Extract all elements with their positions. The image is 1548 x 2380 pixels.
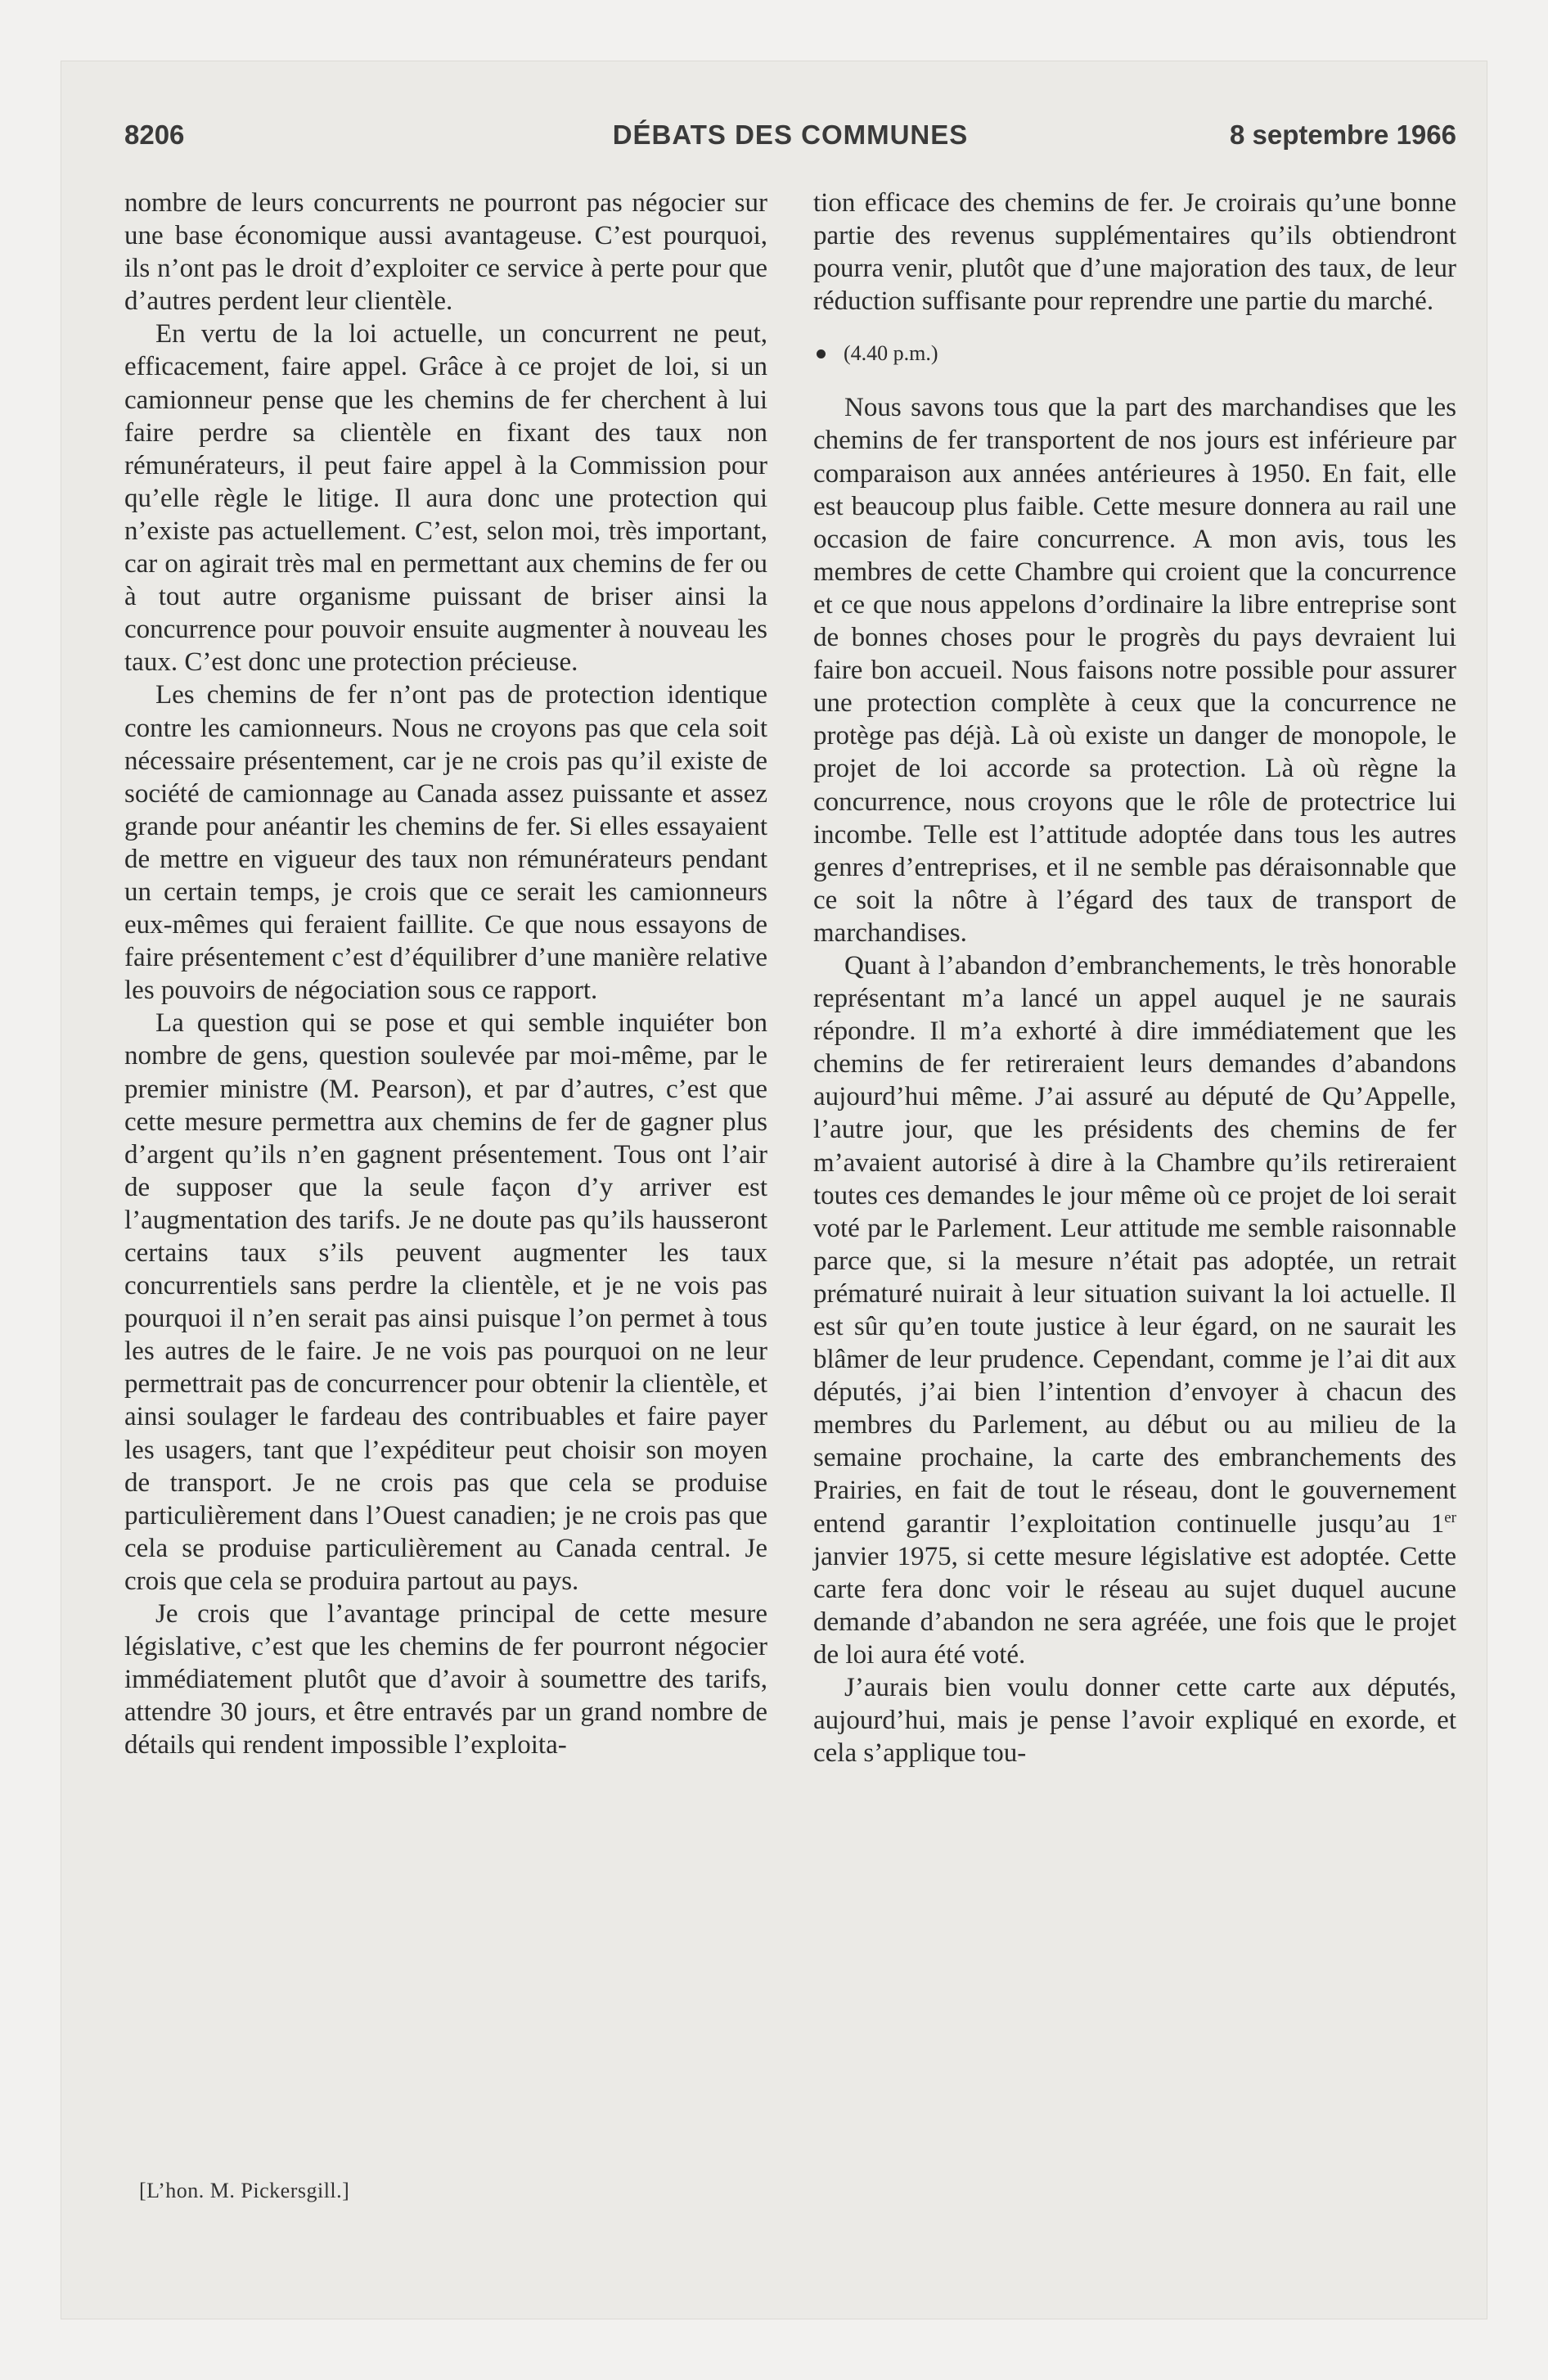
paragraph (813, 949, 1456, 1671)
paragraph-text: janvier 1975, si cette mesure législative est adoptée. Cette carte fera donc voir le réseau au sujet duquel aucune demande d’abandon ne sera agréée, une fois que le projet de loi aura été voté. (813, 1541, 1456, 1670)
paragraph: La question qui se pose et qui semble inquiéter bon nombre de gens, question soulevée par moi-même, par le premier ministre (M. Pearson), et par d’autres, c’est que cette mesure permettra aux chemins de fer de gagner plus d’argent qu’ils n’en gagnent présentement. Tous ont l’air de supposer que la seule façon d’y arriver est l’augmentation des tarifs. Je ne doute pas qu’ils hausseront certains taux s’ils peuvent augmenter les taux concurrentiels sans perdre la clientèle, et je ne vois pas pourquoi il n’en serait pas ainsi puisque l’on permet à tous les autres de le faire. Je ne vois pas pourquoi on ne leur permettrait pas de concurrencer pour obtenir la clientèle, et ainsi soulager le fardeau des contribuables et faire payer les usagers, tant que l’expéditeur peut choisir son moyen de transport. Je ne crois pas que cela se produise particulièrement dans l’Ouest canadien; je ne crois pas que cela se produise particulièrement au Canada central. Je crois que cela se produira partout au pays. (124, 1008, 767, 1596)
paragraph: J’aurais bien voulu donner cette carte aux députés, aujourd’hui, mais je pense l’avoir expliqué en exorde, et cela s’applique tou- (813, 1673, 1456, 1769)
paragraph: En vertu de la loi actuelle, un concurrent ne peut, efficacement, faire appel. Grâce à ce projet de loi, si un camionneur pense que les chemins de fer cherchent à lui faire perdre sa clientèle en fixant des taux non rémunérateurs, il peut faire appel à la Commission pour qu’elle règle le litige. Il aura donc une protection qui n’existe pas actuellement. C’est, selon moi, très important, car on agirait très mal en permettant aux chemins de fer ou à tout autre organisme puissant de briser ainsi la concurrence pour pouvoir ensuite augmenter à nouveau les taux. C’est donc une protection précieuse. (124, 319, 767, 678)
ordinal-superscript: er (1444, 1508, 1456, 1526)
bullet-icon (817, 349, 826, 358)
time-marker-text: (4.40 p.m.) (844, 341, 938, 366)
paragraph: Nous savons tous que la part des marchandises que les chemins de fer transportent de nos jours est inférieure par comparaison aux années antérieures à 1950. En fait, elle est beaucoup plus faible. Cette mesure donnera au rail une occasion de faire concurrence. A mon avis, tous les membres de cette Chambre qui croient que la concurrence et ce que nous appelons d’ordinaire la libre entreprise sont de bonnes choses pour le progrès du pays devraient lui faire bon accueil. Nous faisons notre possible pour assurer une protection complète à ceux que la concurrence ne protège pas déjà. Là où existe un danger de monopole, le projet de loi accorde sa protection. Là où règne la concurrence, nous croyons que le rôle de protectrice lui incombe. Telle est l’attitude adoptée dans tous les autres genres d’entreprises, et il ne semble pas déraisonnable que ce soit la nôtre à l’égard des taux de transport de marchandises. (813, 393, 1456, 948)
sitting-date: 8 septembre 1966 (1229, 119, 1456, 150)
page-header (124, 119, 1456, 160)
publication-title: DÉBATS DES COMMUNES (612, 119, 969, 150)
paragraph: nombre de leurs concurrents ne pourront pas négocier sur une base économique aussi avantageuse. C’est pourquoi, ils n’ont pas le droit d’exploiter ce service à perte pour que d’autres perdent leur clientèle. (124, 188, 767, 317)
page-number: 8206 (124, 119, 185, 150)
right-column (813, 187, 1456, 1769)
paragraph: Je crois que l’avantage principal de cette mesure législative, c’est que les chemins de fer pourront négocier immédiatement plutôt que d’avoir à soumettre des tarifs, attendre 30 jours, et être entravés par un grand nombre de détails qui rendent impossible l’exploita- (124, 1599, 767, 1760)
paragraph-text: Quant à l’abandon d’embranchements, le très honorable représentant m’a lancé un appel auquel je ne saurais répondre. Il m’a exhorté à dire immédiatement que les chemins de fer retireraient leurs demandes d’abandons aujourd’hui même. J’ai assuré au député de Qu’Appelle, l’autre jour, que les présidents des chemins de fer m’avaient autorisé à dire à la Chambre qu’ils retireraient toutes ces demandes le jour même où ce projet de loi serait voté par le Parlement. Leur attitude me semble raisonnable parce que, si la mesure n’était pas adoptée, un retrait prématuré nuirait à leur situation suivant la loi actuelle. Il est sûr qu’en toute justice à leur égard, on ne saurait les blâmer de leur prudence. Cependant, comme je l’ai dit aux députés, j’ai bien l’intention d’envoyer à chacun des membres du Parlement, au début ou au milieu de la semaine prochaine, la carte des embranchements des Prairies, en fait de tout le réseau, dont le gouvernement entend garantir l’exploitation continuelle jusqu’au 1 (813, 950, 1456, 1539)
paragraph: tion efficace des chemins de fer. Je croirais qu’une bonne partie des revenus supplémentaires qu’ils obtiendront pourra venir, plutôt que d’une majoration des taux, de leur réduction suffisante pour reprendre une partie du marché. (813, 188, 1456, 317)
speaker-citation: [L’hon. M. Pickersgill.] (139, 2179, 350, 2202)
time-marker (813, 337, 1456, 370)
paragraph: Les chemins de fer n’ont pas de protection identique contre les camionneurs. Nous ne croyons pas que cela soit nécessaire présentement, car je ne crois pas qu’il existe de société de camionnage au Canada assez puissante et assez grande pour anéantir les chemins de fer. Si elles essayaient de mettre en vigueur des taux non rémunérateurs pendant un certain temps, je crois que ce serait les camionneurs eux-mêmes qui feraient faillite. Ce que nous essayons de faire présentement c’est d’équilibrer d’une manière relative les pouvoirs de négociation sous ce rapport. (124, 680, 767, 1006)
left-column (124, 187, 767, 1762)
